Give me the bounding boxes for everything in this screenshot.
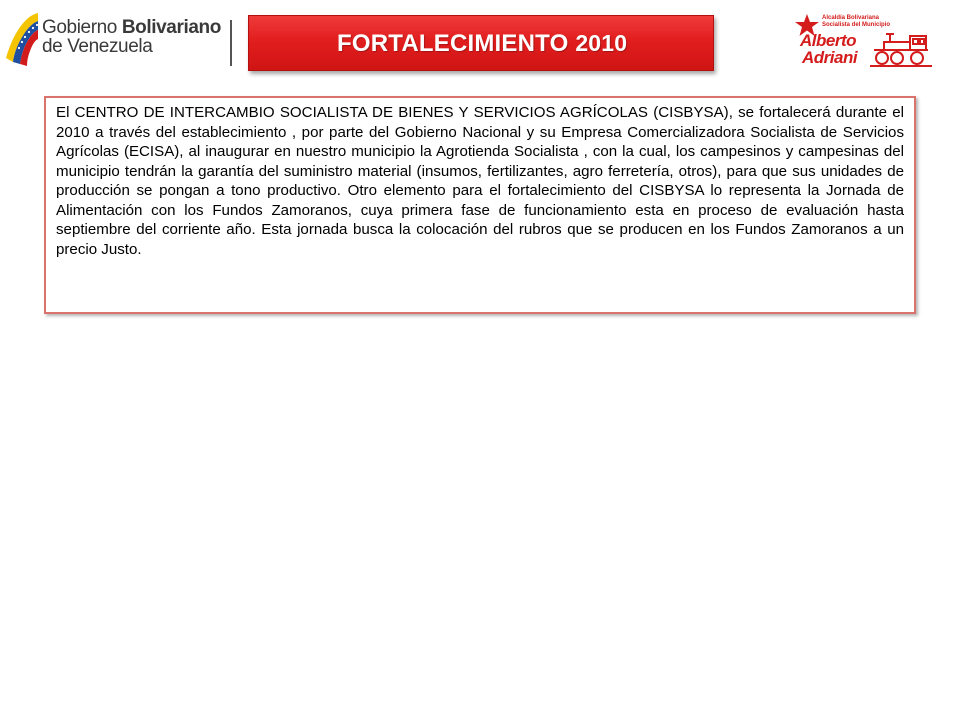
gov-logo-text — [42, 18, 221, 56]
content-paragraph: El CENTRO DE INTERCAMBIO SOCIALISTA DE BIENES Y SERVICIOS AGRÍCOLAS (CISBYSA), se fortalecerá durante el 2010 a través del establecimiento , por parte del Gobierno Nacional y su Empresa Comercializadora Socialista de Servicios Agrícolas (ECISA), al inaugurar en nuestro municipio la Agrotienda Socialista , con la cual, los campesinos y campesinas del municipio tendrán la garantía del suministro material (insumos, fertilizantes, agro ferretería, otros), para que sus unidades de producción se pongan a tono productivo. Otro elemento para el fortalecimiento del CISBYSA lo representa la Jornada de Alimentación con los Fundos Zamoranos, cuya primera fase de funcionamiento esta en proceso de evaluación hasta septiembre del corriente año. Esta jornada busca la colocación del rubros que se producen en los Fundos Zamoranos a un precio Justo. — [56, 104, 904, 258]
alcaldia-alberto-adriani-logo — [790, 12, 935, 72]
page-title — [337, 30, 627, 58]
muni-logo-name-adriani: Adriani — [802, 48, 858, 67]
title-main: FORTALECIMIENTO — [337, 30, 569, 57]
gov-logo-word-gobierno: Gobierno — [42, 17, 122, 38]
gov-logo-line1 — [42, 18, 221, 37]
title-year: 2010 — [575, 30, 628, 56]
title-banner — [248, 15, 714, 71]
venezuela-flag-icon — [4, 8, 40, 66]
logo-divider — [230, 20, 232, 66]
content-text-box — [44, 96, 916, 314]
train-icon — [870, 32, 932, 68]
muni-logo-subtitle — [822, 15, 890, 29]
muni-logo-subtitle-line2: Socialista del Municipio — [822, 22, 891, 28]
muni-logo-subtitle-line1: Alcaldía Bolivariana — [822, 15, 880, 21]
gobierno-bolivariano-logo — [4, 8, 236, 66]
gov-logo-word-bolivariano: Bolivariano — [121, 17, 221, 38]
muni-logo-name-alberto: Alberto — [800, 31, 856, 50]
gov-logo-line2: de Venezuela — [42, 36, 153, 57]
